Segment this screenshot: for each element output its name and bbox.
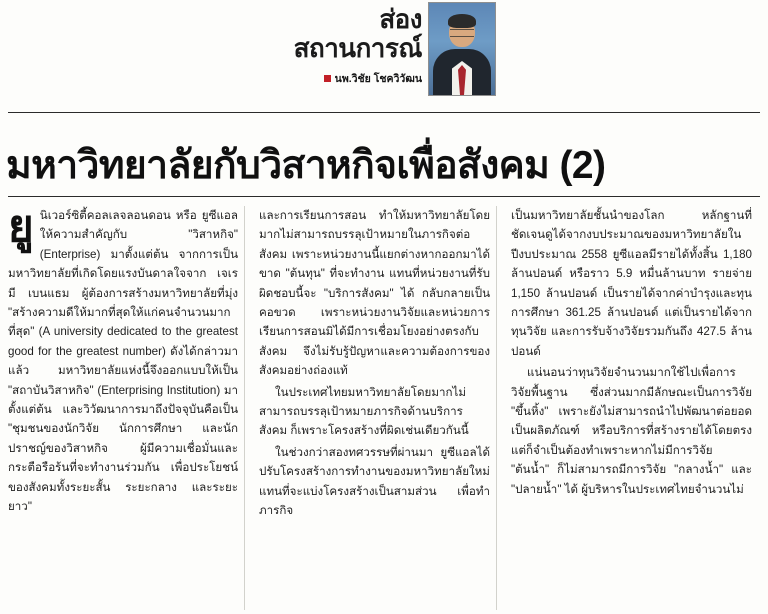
paragraph: แน่นอนว่าทุนวิจัยจำนวนมากใช้ไปเพื่อการวิจัยพื้นฐาน ซึ่งส่วนมากมีลักษณะเป็นการวิจัย "ขึ้นหิ้ง" เพราะยังไม่สามารถนำไปพัฒนาต่อยอดเป็นผลิตภัณฑ์ หรือบริการที่สร้างรายได้โดยตรง แต่ก็จำเป็นต้องทำเพราะหากไม่มีการวิจัย "ต้นน้ำ" ก็ไม่สามารถมีการวิจัย "กลางน้ำ" และ "ปลายน้ำ" ได้ ผู้บริหารในประเทศไทยจำนวนไม่	[511, 366, 752, 496]
article-column-2	[244, 206, 496, 610]
masthead	[0, 0, 768, 108]
portrait-glasses-icon	[450, 29, 474, 37]
headline-rule-bottom	[8, 196, 760, 197]
headline-rule-top	[8, 112, 760, 113]
byline-text: นพ.วิชัย โชควิวัฒน	[334, 72, 422, 85]
columnist-portrait-photo	[428, 2, 496, 96]
article-column-1	[8, 202, 244, 610]
square-bullet-icon	[324, 75, 331, 82]
paragraph: เป็นมหาวิทยาลัยชั้นนำของโลก หลักฐานที่ชัดเจนดูได้จากงบประมาณของมหาวิทยาลัยใน ปีงบประมาณ 2558 ยูซีแอลมีรายได้ทั้งสิ้น 1,180 ล้านปอนด์ หรือราว 5.9 หมื่นล้านบาท รายจ่าย 1,150 ล้านปอนด์ เป็นรายได้จากค่าบำรุงและทุนการศึกษา 361.25 ล้านปอนด์ แต่เป็นรายได้จากทุนวิจัย และการรับจ้างวิจัยรวมกันถึง 427.5 ล้านปอนด์	[511, 209, 752, 358]
column-logo-block	[268, 2, 500, 102]
paragraph: และการเรียนการสอน ทำให้มหาวิทยาลัยโดยมากไม่สามารถบรรลุเป้าหมายในภารกิจต่อสังคม เพราะหน่วยงานนี้แยกต่างหากออกมาได้ ขาด "ต้นทุน" ที่จะทำงาน แทนที่หน่วยงานที่รับผิดชอบนี้จะ "บริการสังคม" ได้ กลับกลายเป็นคอขวด เพราะหน่วยงานวิจัยและหน่วยการเรียนการสอนมิได้มีการเชื่อมโยงอย่างตรงกับสังคม จึงไม่รับรู้ปัญหาและความต้องการของสังคมอย่างถ่องแท้	[259, 209, 490, 378]
article-body	[8, 202, 760, 610]
paragraph: ในช่วงกว่าสองทศวรรษที่ผ่านมา ยูซีแอลได้ปรับโครงสร้างการทำงานของมหาวิทยาลัยใหม่ แทนที่จะแบ่งโครงสร้างเป็นสามส่วน เพื่อทำภารกิจ	[259, 445, 490, 518]
page-title: มหาวิทยาลัยกับวิสาหกิจเพื่อสังคม (2)	[6, 144, 606, 188]
logo-text-group	[268, 2, 428, 87]
drop-cap: ยู	[8, 202, 34, 251]
portrait-hair-shape	[448, 14, 476, 28]
logo-line-1: ส่อง	[379, 4, 422, 34]
logo-line-2: สถานการณ์	[293, 33, 422, 64]
paragraph: นิเวอร์ซิตี้คอลเลจลอนดอน หรือ ยูซีแอล ให้ความสำคัญกับ "วิสาหกิจ" (Enterprise) มาตั้งแต่ต้น จากการเป็นมหาวิทยาลัยที่เกิดโดยแรงบันดาลใจจาก เจเรมี เบนแธม ผู้ต้องการสร้างมหาวิทยาลัยที่มุ่ง "สร้างความดีให้มากที่สุดให้แก่คนจำนวนมากที่สุด" (A university dedicated to the greatest good for the greatest number) ดังได้กล่าวมาแล้ว มหาวิทยาลัยแห่งนี้จึงออกแบบให้เป็น "สถาบันวิสาหกิจ" (Enterprising Institution) มาตั้งแต่ต้น และวิวัฒนาการมาถึงปัจจุบันคือเป็น "ชุมชนของนักวิจัย นักการศึกษา และนักปราชญ์ของวิสาหกิจ ผู้มีความเชื่อมั่นและกระตือรือร้นที่จะทำงานร่วมกัน เพื่อประโยชน์ของสังคมทั้งระยะสั้น ระยะกลาง และระยะยาว"	[8, 209, 238, 514]
article-column-3	[496, 206, 758, 610]
byline	[268, 70, 422, 87]
first-paragraph-block	[8, 202, 238, 517]
paragraph: ในประเทศไทยมหาวิทยาลัยโดยมากไม่สามารถบรรลุเป้าหมายภารกิจด้านบริการสังคม ก็เพราะโครงสร้างที่ผิดเช่นเดียวกันนี้	[259, 385, 469, 438]
